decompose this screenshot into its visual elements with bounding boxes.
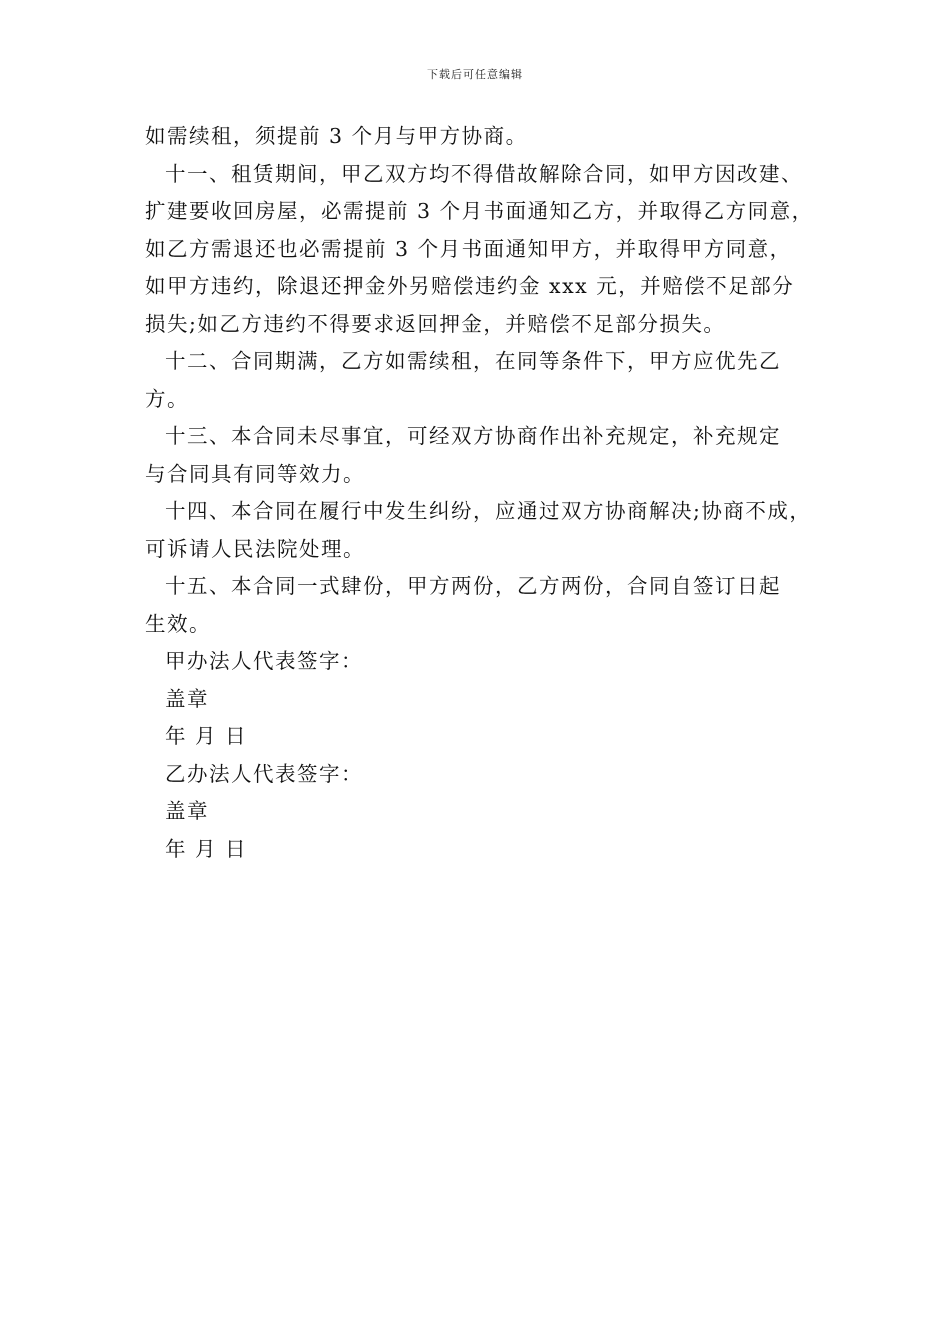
text-line: 可诉请人民法院处理。: [145, 536, 365, 561]
clause-14-line: 十四、本合同在履行中发生纠纷，应通过双方协商解决;协商不成，: [165, 499, 812, 523]
party-b-seal-label: 盖章: [165, 799, 209, 823]
text-line: 生效。: [145, 611, 211, 636]
document-body: [145, 118, 813, 868]
party-a-signature-label: 甲办法人代表签字：: [165, 649, 363, 673]
text-line: 如乙方需退还也必需提前 3 个月书面通知甲方，并取得甲方同意，: [145, 236, 792, 261]
clause-12-line: 十二、合同期满，乙方如需续租，在同等条件下，甲方应优先乙: [165, 349, 781, 373]
party-a-seal-label: 盖章: [165, 686, 209, 711]
text-line: 如需续租，须提前 3 个月与甲方协商。: [145, 124, 528, 148]
text-line: 方。: [145, 386, 189, 411]
clause-15-line: 十五、本合同一式肆份，甲方两份，乙方两份，合同自签订日起: [165, 574, 781, 598]
clause-13-line: 十三、本合同未尽事宜，可经双方协商作出补充规定，补充规定: [165, 424, 781, 448]
text-line: 如甲方违约，除退还押金外另赔偿违约金 xxx 元，并赔偿不足部分: [145, 274, 795, 298]
text-line: 损失;如乙方违约不得要求返回押金，并赔偿不足部分损失。: [145, 311, 726, 336]
party-b-signature-label: 乙办法人代表签字：: [165, 761, 363, 786]
text-line: 扩建要收回房屋，必需提前 3 个月书面通知乙方，并取得乙方同意，: [145, 199, 814, 223]
party-a-date-label: 年 月 日: [165, 724, 248, 748]
clause-11-line: 十一、租赁期间，甲乙双方均不得借故解除合同，如甲方因改建、: [165, 161, 803, 186]
text-line: 与合同具有同等效力。: [145, 461, 365, 486]
header-note: 下载后可任意编辑: [427, 68, 523, 81]
party-b-date-label: 年 月 日: [165, 836, 248, 861]
